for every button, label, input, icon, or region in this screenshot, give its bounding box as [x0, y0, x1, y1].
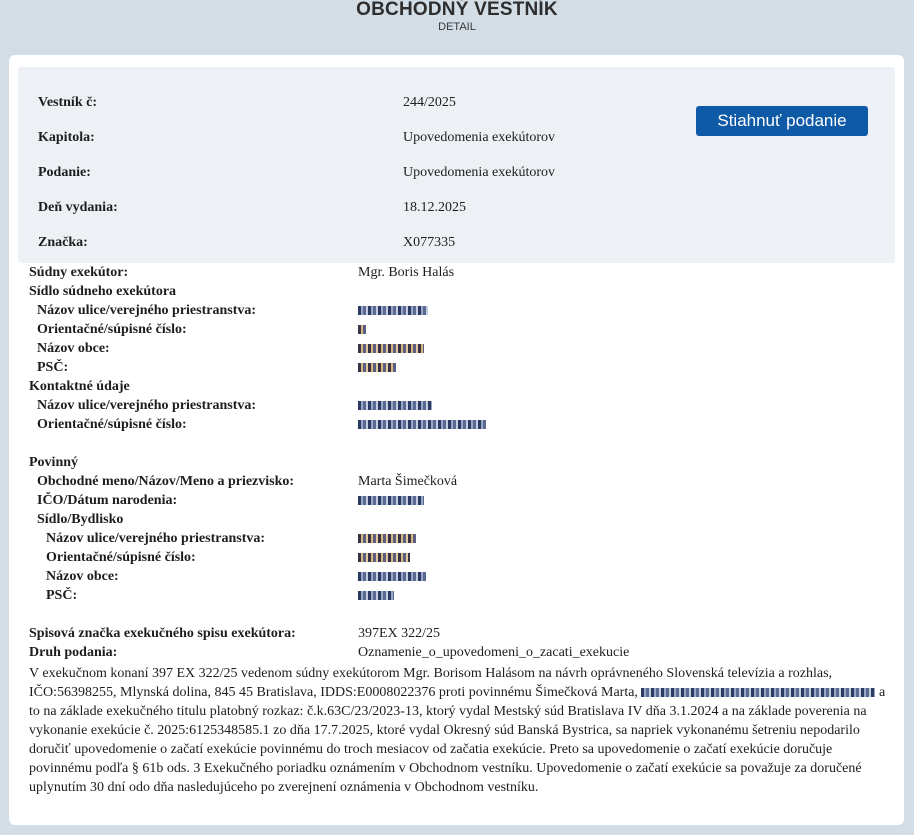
- redacted-value: [358, 550, 410, 566]
- redacted-value: [358, 417, 486, 433]
- redacted-value: [358, 588, 394, 604]
- number-label: Orientačné/súpisné číslo:: [37, 322, 187, 337]
- res-psc-label: PSČ:: [46, 588, 78, 603]
- detail-card: [9, 55, 904, 825]
- obliged-heading: Povinný: [29, 455, 79, 470]
- ico-label: IČO/Dátum narodenia:: [37, 493, 178, 508]
- psc-label: PSČ:: [37, 360, 69, 375]
- redacted-value: [358, 493, 424, 509]
- street-label: Názov ulice/verejného priestranstva:: [37, 303, 257, 318]
- page-subtitle: DETAIL: [438, 21, 476, 33]
- redacted-value: [358, 531, 416, 547]
- contact-street-label: Názov ulice/verejného priestranstva:: [37, 398, 257, 413]
- download-button[interactable]: Stiahnuť podanie: [696, 106, 868, 136]
- redacted-value: [358, 398, 432, 414]
- redacted-value: [358, 322, 366, 338]
- meta-panel: [18, 67, 895, 263]
- seat-heading: Sídlo súdneho exekútora: [29, 284, 177, 299]
- contact-number-label: Orientačné/súpisné číslo:: [37, 417, 187, 432]
- meta-value: 244/2025: [403, 95, 456, 110]
- file-value: 397EX 322/25: [358, 626, 441, 641]
- type-value: Oznamenie_o_upovedomeni_o_zacati_exekucie: [358, 645, 630, 660]
- executor-value: Mgr. Boris Halás: [358, 265, 455, 280]
- file-label: Spisová značka exekučného spisu exekútora:: [29, 626, 296, 641]
- type-label: Druh podania:: [29, 645, 118, 660]
- meta-label: Kapitola:: [38, 130, 95, 145]
- notice-text-part-1: V exekučnom konaní 397 EX 322/25 vedenom súdny exekútorom Mgr. Borisom Halásom na návrh oprávneného Slovenská televízia a rozhlas, IČO:56398255, Mlynská dolina, 845 45 Bratislava, IDDS:E0008022376 proti povinnému Šimečková Marta,: [29, 666, 833, 700]
- meta-value: 18.12.2025: [403, 200, 466, 215]
- contact-heading: Kontaktné údaje: [29, 379, 130, 394]
- meta-label: Vestník č:: [38, 95, 97, 110]
- res-number-label: Orientačné/súpisné číslo:: [46, 550, 196, 565]
- notice-text-part-2: a to na základe exekučného titulu platobný rozkaz: č.k.63C/23/2023-13, ktorý vydal Mestský súd Bratislava IV dňa 3.1.2024 a na základe poverenia na vykonanie exekúcie č. 2025:6125348585.1 zo dňa 17.7.2025, ktoré vydal Okresný súd Banská Bystrica, sa napriek vykonanému šetreniu nepodarilo doručiť upovedomenie o začatí exekúcie povinnému do troch mesiacov od začatia exekúcie. Preto sa upovedomenie o začatí exekúcie doručuje povinnému podľa § 61b ods. 3 Exekučného poriadku oznámením v Obchodnom vestníku. Upovedomenie o začatí exekúcie sa považuje za doručené uplynutím 30 dní odo dňa nasledujúceho po zverejnení oznámenia v Obchodnom vestníku.: [29, 685, 886, 795]
- res-street-label: Názov ulice/verejného priestranstva:: [46, 531, 266, 546]
- residence-heading: Sídlo/Bydlisko: [37, 512, 124, 527]
- redacted-value: [358, 341, 424, 357]
- redacted-value: [641, 685, 875, 700]
- redacted-value: [358, 360, 396, 376]
- meta-value: Upovedomenia exekútorov: [403, 165, 556, 180]
- meta-value: X077335: [403, 235, 456, 250]
- obliged-name-value: Marta Šimečková: [358, 474, 458, 489]
- meta-label: Deň vydania:: [38, 200, 118, 215]
- page-title: OBCHODNÝ VESTNÍK: [356, 0, 558, 20]
- redacted-value: [358, 303, 428, 319]
- redacted-value: [358, 569, 426, 585]
- meta-label: Značka:: [38, 235, 88, 250]
- executor-label: Súdny exekútor:: [29, 265, 129, 280]
- meta-label: Podanie:: [38, 165, 91, 180]
- page-header: [0, 0, 914, 44]
- meta-value: Upovedomenia exekútorov: [403, 130, 556, 145]
- obliged-name-label: Obchodné meno/Názov/Meno a priezvisko:: [37, 474, 295, 489]
- city-label: Názov obce:: [37, 341, 110, 356]
- res-city-label: Názov obce:: [46, 569, 119, 584]
- notice-paragraph: [29, 664, 897, 797]
